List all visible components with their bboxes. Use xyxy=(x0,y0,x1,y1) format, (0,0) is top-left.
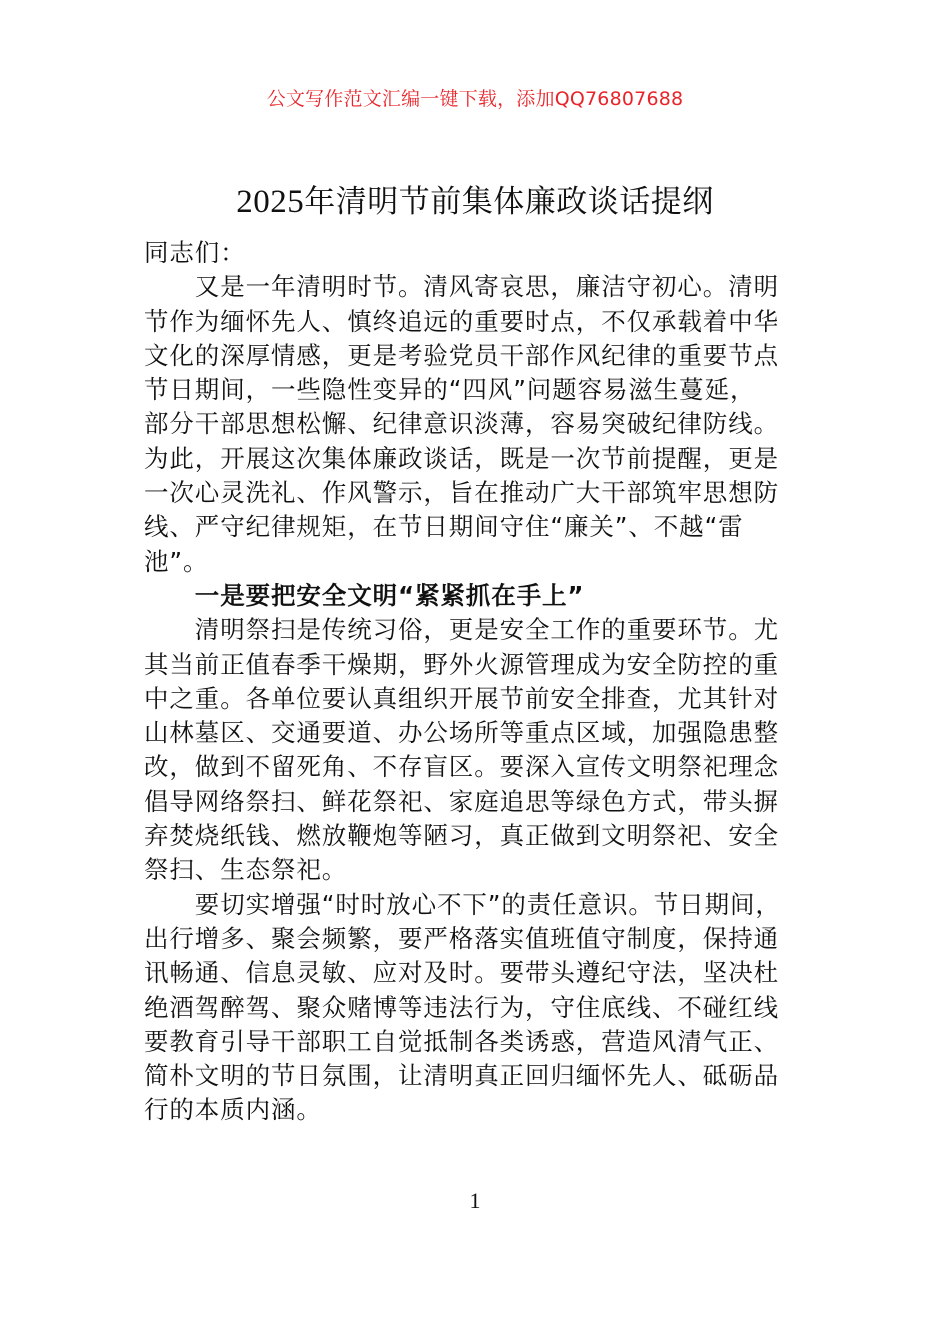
paragraph-line: 简朴文明的节日氛围，让清明真正回归缅怀先人、砥砺品 xyxy=(144,1061,779,1091)
paragraph-line: 中之重。各单位要认真组织开展节前安全排查，尤其针对 xyxy=(144,683,779,713)
paragraph-line: 要切实增强“时时放心不下”的责任意识。节日期间， xyxy=(144,889,781,919)
paragraph-line: 绝酒驾醉驾、聚众赌博等违法行为，守住底线、不碰红线 xyxy=(144,992,779,1022)
paragraph-line: 为此，开展这次集体廉政谈话，既是一次节前提醒，更是 xyxy=(144,443,779,473)
paragraph-line: 部分干部思想松懈、纪律意识淡薄，容易突破纪律防线。 xyxy=(144,409,779,439)
paragraph-line: 弃焚烧纸钱、燃放鞭炮等陋习，真正做到文明祭祀、安全 xyxy=(144,821,779,851)
paragraph-line: 行的本质内涵。 xyxy=(144,1095,322,1125)
page-number: 1 xyxy=(469,1188,481,1213)
paragraph-line: 文化的深厚情感，更是考验党员干部作风纪律的重要节点 xyxy=(144,340,779,370)
download-promo-note: 公文写作范文汇编一键下载，添加QQ76807688 xyxy=(266,88,684,110)
paragraph-line: 出行增多、聚会频繁，要严格落实值班值守制度，保持通 xyxy=(144,923,779,953)
paragraph-line: 其当前正值春季干燥期，野外火源管理成为安全防控的重 xyxy=(144,649,779,679)
paragraph-line: 节日期间，一些隐性变异的“四风”问题容易滋生蔓延， xyxy=(144,375,756,405)
paragraph-line: 倡导网络祭扫、鲜花祭祀、家庭追思等绿色方式，带头摒 xyxy=(144,786,779,816)
paragraph-line: 线、严守纪律规矩，在节日期间守住“廉关”、不越“雷 xyxy=(144,512,744,542)
paragraph-line: 池”。 xyxy=(144,546,209,576)
paragraph-line: 又是一年清明时节。清风寄哀思，廉洁守初心。清明 xyxy=(144,272,779,302)
title-year: 2025 xyxy=(236,184,305,220)
paragraph-line: 讯畅通、信息灵敏、应对及时。要带头遵纪守法，坚决杜 xyxy=(144,958,779,988)
section-heading: 一是要把安全文明“紧紧抓在手上” xyxy=(144,580,585,610)
paragraph-line: 祭扫、生态祭祀。 xyxy=(144,855,348,885)
paragraph-line: 山林墓区、交通要道、办公场所等重点区域，加强隐患整 xyxy=(144,718,779,748)
salutation: 同志们： xyxy=(144,238,246,267)
paragraph-line: 清明祭扫是传统习俗，更是安全工作的重要环节。尤 xyxy=(144,615,779,645)
paragraph-line: 一次心灵洗礼、作风警示，旨在推动广大干部筑牢思想防 xyxy=(144,478,779,508)
paragraph-line: 改，做到不留死角、不存盲区。要深入宣传文明祭祀理念 xyxy=(144,752,779,782)
paragraph-line: 要教育引导干部职工自觉抵制各类诱惑，营造风清气正、 xyxy=(144,1026,779,1056)
paragraph-line: 节作为缅怀先人、慎终追远的重要时点，不仅承载着中华 xyxy=(144,306,779,336)
document-title xyxy=(0,176,950,221)
title-text: 年清明节前集体廉政谈话提纲 xyxy=(304,184,714,220)
document-body xyxy=(144,236,824,1128)
